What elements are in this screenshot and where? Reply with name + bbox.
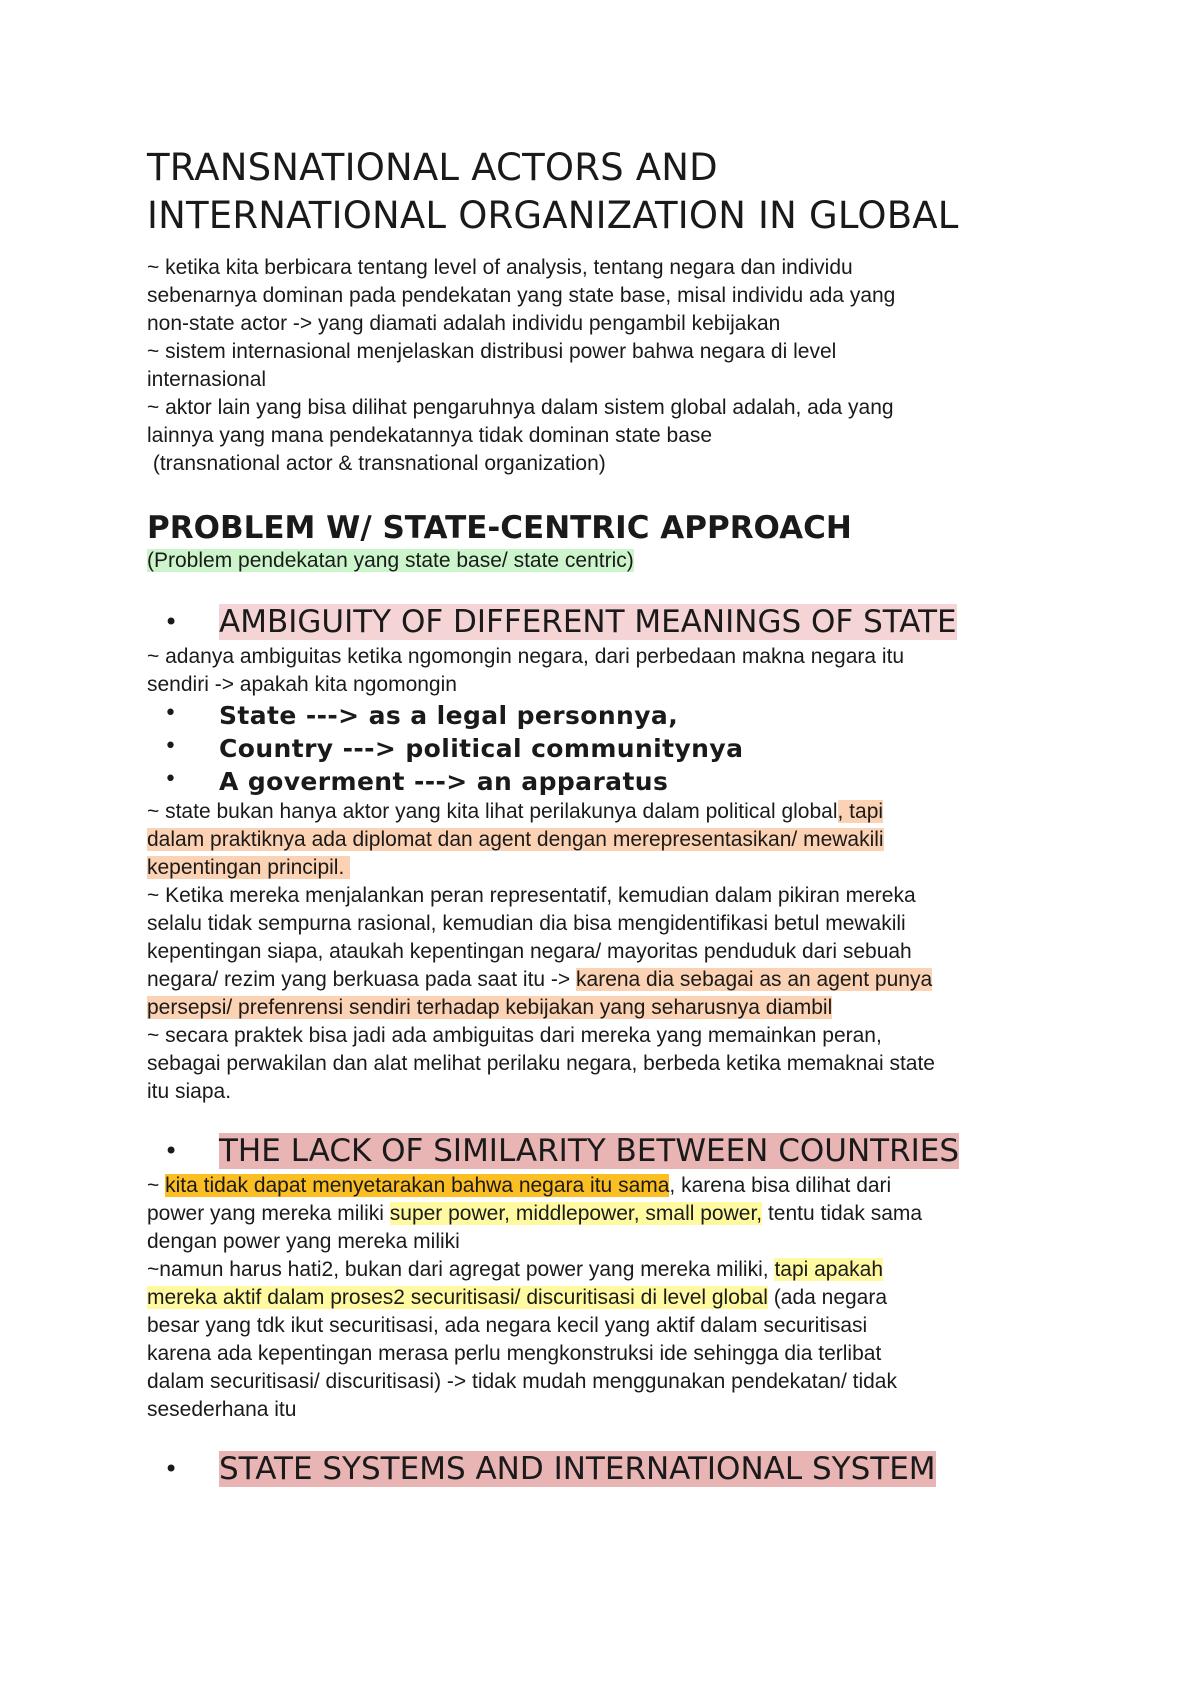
bullet-dot: • [164,701,178,726]
highlight-text: super power, middlepower, small power, [389,1202,763,1225]
body-line: ~ state bukan hanya aktor yang kita lihat perilakunya dalam political global [147,800,838,823]
intro-text: ~ aktor lain yang bisa dilihat pengaruhnya dalam sistem global adalah, ada yang [147,396,894,419]
list-item-text: A goverment ---> an apparatus [219,767,669,796]
bullet-dot: • [164,1137,179,1165]
highlight-text: mereka aktif dalam proses2 securitisasi/ discuritisasi di level global [147,1286,768,1309]
title-line-2: INTERNATIONAL ORGANIZATION IN GLOBAL [147,194,959,237]
body-line: karena ada kepentingan merasa perlu mengkonstruksi ide sehingga dia terlibat [147,1342,882,1365]
intro-text: non-state actor -> yang diamati adalah individu pengambil kebijakan [147,312,781,335]
intro-text: ~ sistem internasional menjelaskan distribusi power bahwa negara di level [147,340,837,363]
bullet-heading-systems [147,1448,1077,1490]
section-subtitle: (Problem pendekatan yang state base/ state centric) [147,549,634,572]
bullet-heading-ambiguity [147,601,1077,643]
bullet-dot: • [164,1455,179,1483]
body-line: sendiri -> apakah kita ngomongin [147,673,457,696]
highlight-text: , tapi [837,800,884,823]
highlight-text: dalam praktiknya ada diplomat dan agent dengan merepresentasikan/ mewakili [147,828,884,851]
body-line: negara/ rezim yang berkuasa pada saat itu -> [147,968,577,991]
body-line: dengan power yang mereka miliki [147,1230,460,1253]
body-line: (ada negara [767,1286,888,1309]
heading-text: STATE SYSTEMS AND INTERNATIONAL SYSTEM [219,1451,936,1487]
document-title [147,144,1077,240]
body-line: power yang mereka miliki [147,1202,390,1225]
body-line: ~ [147,1174,166,1197]
highlight-text: kita tidak dapat menyetarakan bahwa negara itu sama [165,1174,670,1197]
intro-text: lainnya yang mana pendekatannya tidak dominan state base [147,424,713,447]
body-line: tentu tidak sama [762,1202,923,1225]
body-line: ~ adanya ambiguitas ketika ngomongin negara, dari perbedaan makna negara itu [147,645,905,668]
body-line: itu siapa. [147,1080,232,1103]
highlight-text: persepsi/ prefenrensi sendiri terhadap kebijakan yang seharusnya diambil [147,996,833,1019]
list-item-text: State ---> as a legal personnya, [219,701,679,730]
heading-text: THE LACK OF SIMILARITY BETWEEN COUNTRIES [219,1133,960,1169]
bullet-dot: • [164,767,178,792]
section-subtitle-wrap [147,547,1077,575]
body-line: , karena bisa dilihat dari [669,1174,892,1197]
highlight-text: tapi apakah [774,1258,884,1281]
heading-text: AMBIGUITY OF DIFFERENT MEANINGS OF STATE [219,604,957,640]
ambiguity-paragraphs [147,798,1077,1106]
title-line-1: TRANSNATIONAL ACTORS AND [147,146,718,189]
body-line: ~ secara praktek bisa jadi ada ambiguitas dari mereka yang memainkan peran, [147,1024,882,1047]
highlight-text: karena dia sebagai as an agent punya [576,968,933,991]
list-item-country [147,732,1077,765]
list-item-government [147,765,1077,798]
intro-text: ~ ketika kita berbicara tentang level of analysis, tentang negara dan individu [147,256,853,279]
highlight-text: kepentingan principil. [147,856,351,879]
intro-paragraphs [147,254,1077,478]
ambiguity-intro [147,643,1077,699]
intro-text: (transnational actor & transnational organization) [147,452,606,475]
list-item-text: Country ---> political communitynya [219,734,744,763]
document-page [147,144,1077,1490]
body-line: sesederhana itu [147,1398,297,1421]
bullet-heading-similarity [147,1130,1077,1172]
list-item-state [147,699,1077,732]
intro-text: sebenarnya dominan pada pendekatan yang state base, misal individu ada yang [147,284,896,307]
body-line: dalam securitisasi/ discuritisasi) -> tidak mudah menggunakan pendekatan/ tidak [147,1370,897,1393]
body-line: ~namun harus hati2, bukan dari agregat power yang mereka miliki, [147,1258,775,1281]
body-line: kepentingan siapa, ataukah kepentingan negara/ mayoritas penduduk dari sebuah [147,940,912,963]
bullet-dot: • [164,608,179,636]
body-line: besar yang tdk ikut securitisasi, ada negara kecil yang aktif dalam securitisasi [147,1314,868,1337]
body-line: selalu tidak sempurna rasional, kemudian dia bisa mengidentifikasi betul mewakili [147,912,906,935]
intro-text: internasional [147,368,267,391]
section-heading-problem: PROBLEM W/ STATE-CENTRIC APPROACH [147,510,852,546]
body-line: ~ Ketika mereka menjalankan peran representatif, kemudian dalam pikiran mereka [147,884,916,907]
bullet-dot: • [164,734,178,759]
body-line: sebagai perwakilan dan alat melihat perilaku negara, berbeda ketika memaknai state [147,1052,935,1075]
similarity-paragraphs [147,1172,1077,1424]
